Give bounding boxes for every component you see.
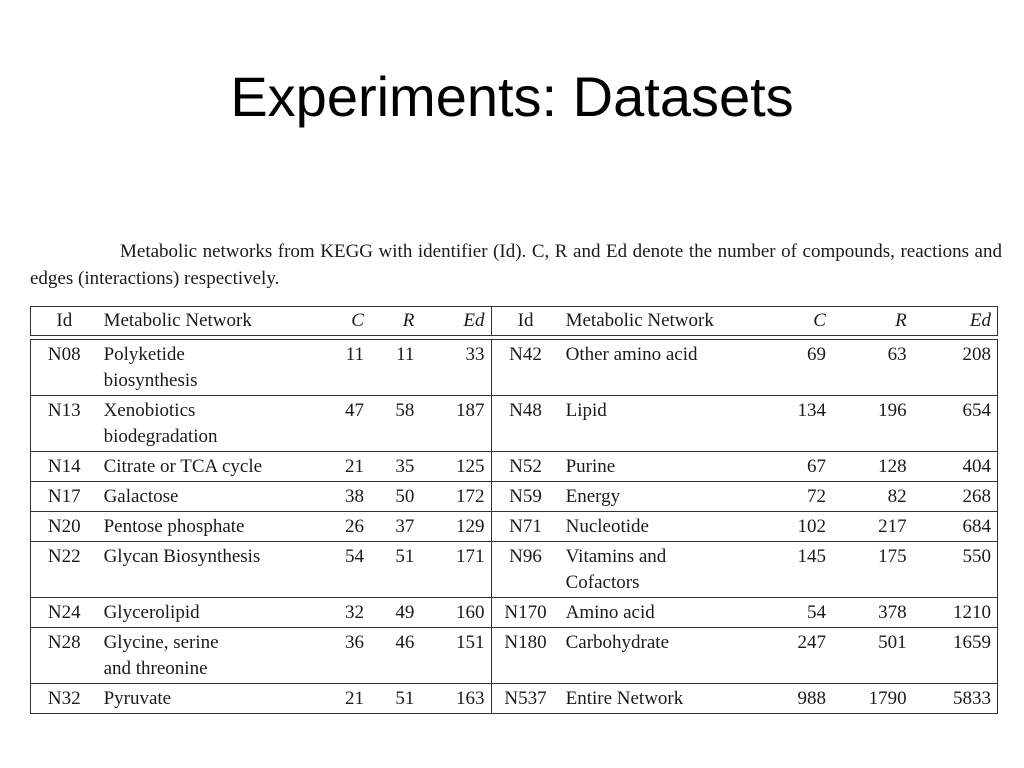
cell-network-2 — [560, 542, 762, 598]
cell-r-2: 378 — [832, 598, 913, 628]
cell-r-2: 196 — [832, 396, 913, 452]
cell-c-2: 134 — [761, 396, 832, 452]
cell-c-2: 145 — [761, 542, 832, 598]
network-name-line: Citrate or TCA cycle — [103, 456, 263, 477]
network-name-line: Cofactors — [565, 572, 640, 593]
cell-ed: 33 — [420, 340, 491, 396]
header-network: Metabolic Network — [98, 307, 326, 336]
cell-r-2: 128 — [832, 452, 913, 482]
cell-id-2: N71 — [491, 512, 560, 542]
header-r: R — [370, 307, 420, 336]
network-name-line: Vitamins and — [565, 546, 667, 567]
cell-r: 51 — [370, 684, 420, 714]
cell-r: 11 — [370, 340, 420, 396]
cell-ed: 163 — [420, 684, 491, 714]
network-name-line: Entire Network — [565, 688, 684, 709]
cell-r: 37 — [370, 512, 420, 542]
network-name-line: Polyketide — [103, 344, 185, 365]
table-row — [31, 512, 998, 542]
network-name-line: biodegradation — [103, 426, 218, 447]
cell-network — [98, 598, 326, 628]
cell-network — [98, 512, 326, 542]
cell-ed-2: 684 — [913, 512, 998, 542]
network-name-line: Galactose — [103, 486, 179, 507]
cell-r: 46 — [370, 628, 420, 684]
header-network-2: Metabolic Network — [560, 307, 762, 336]
cell-id-2: N48 — [491, 396, 560, 452]
cell-c: 32 — [326, 598, 370, 628]
network-name-line: Glycine, serine — [103, 632, 219, 653]
cell-r: 35 — [370, 452, 420, 482]
cell-network-2 — [560, 598, 762, 628]
cell-id-2: N59 — [491, 482, 560, 512]
table-row — [31, 542, 998, 598]
table-caption: Metabolic networks from KEGG with identifier (Id). C, R and Ed denote the number of compounds, reactions and edges (interactions) respectively. — [30, 241, 1002, 289]
cell-ed-2: 1210 — [913, 598, 998, 628]
cell-id-2: N170 — [491, 598, 560, 628]
cell-r: 51 — [370, 542, 420, 598]
cell-r-2: 63 — [832, 340, 913, 396]
cell-ed-2: 1659 — [913, 628, 998, 684]
cell-network — [98, 628, 326, 684]
cell-id: N13 — [31, 396, 98, 452]
table-row — [31, 482, 998, 512]
cell-r-2: 217 — [832, 512, 913, 542]
cell-c-2: 67 — [761, 452, 832, 482]
cell-c: 47 — [326, 396, 370, 452]
cell-network-2 — [560, 452, 762, 482]
cell-id: N22 — [31, 542, 98, 598]
cell-ed: 125 — [420, 452, 491, 482]
cell-r: 49 — [370, 598, 420, 628]
cell-ed: 171 — [420, 542, 491, 598]
network-name-line: Glycan Biosynthesis — [103, 546, 261, 567]
cell-id: N17 — [31, 482, 98, 512]
table-body — [31, 340, 998, 714]
cell-ed: 160 — [420, 598, 491, 628]
header-id: Id — [31, 307, 98, 336]
network-name-line: Other amino acid — [565, 344, 698, 365]
network-name-line: Pyruvate — [103, 688, 172, 709]
network-name-line: Lipid — [565, 400, 607, 421]
cell-ed-2: 404 — [913, 452, 998, 482]
cell-network — [98, 482, 326, 512]
cell-id-2: N180 — [491, 628, 560, 684]
cell-r-2: 175 — [832, 542, 913, 598]
network-name-line: biosynthesis — [103, 370, 198, 391]
cell-c: 36 — [326, 628, 370, 684]
header-c: C — [326, 307, 370, 336]
cell-id: N28 — [31, 628, 98, 684]
network-name-line: Xenobiotics — [103, 400, 196, 421]
network-name-line: Purine — [565, 456, 616, 477]
cell-network-2 — [560, 512, 762, 542]
cell-ed: 187 — [420, 396, 491, 452]
cell-network-2 — [560, 684, 762, 714]
cell-r-2: 501 — [832, 628, 913, 684]
cell-ed: 172 — [420, 482, 491, 512]
cell-c: 11 — [326, 340, 370, 396]
cell-id: N24 — [31, 598, 98, 628]
network-name-line: Pentose phosphate — [103, 516, 245, 537]
header-ed: Ed — [420, 307, 491, 336]
table-row — [31, 452, 998, 482]
cell-id: N20 — [31, 512, 98, 542]
cell-r: 58 — [370, 396, 420, 452]
cell-network-2 — [560, 340, 762, 396]
cell-ed: 129 — [420, 512, 491, 542]
cell-network — [98, 396, 326, 452]
cell-c-2: 54 — [761, 598, 832, 628]
cell-ed-2: 550 — [913, 542, 998, 598]
table-row — [31, 340, 998, 396]
cell-r-2: 82 — [832, 482, 913, 512]
cell-id-2: N96 — [491, 542, 560, 598]
table-row — [31, 396, 998, 452]
cell-c-2: 247 — [761, 628, 832, 684]
cell-id: N14 — [31, 452, 98, 482]
cell-id: N32 — [31, 684, 98, 714]
cell-network — [98, 542, 326, 598]
cell-c: 54 — [326, 542, 370, 598]
cell-c-2: 102 — [761, 512, 832, 542]
table-row — [31, 684, 998, 714]
network-name-line: Carbohydrate — [565, 632, 669, 653]
cell-c: 21 — [326, 452, 370, 482]
cell-r: 50 — [370, 482, 420, 512]
cell-network — [98, 340, 326, 396]
cell-ed-2: 5833 — [913, 684, 998, 714]
cell-c-2: 988 — [761, 684, 832, 714]
header-r-2: R — [832, 307, 913, 336]
network-name-line: Glycerolipid — [103, 602, 200, 623]
header-c-2: C — [761, 307, 832, 336]
cell-id: N08 — [31, 340, 98, 396]
network-name-line: Energy — [565, 486, 621, 507]
cell-id-2: N52 — [491, 452, 560, 482]
header-row — [31, 307, 998, 336]
table-header — [31, 307, 998, 340]
network-name-line: Nucleotide — [565, 516, 649, 537]
cell-network — [98, 452, 326, 482]
header-ed-2: Ed — [913, 307, 998, 336]
cell-network-2 — [560, 396, 762, 452]
cell-id-2: N42 — [491, 340, 560, 396]
cell-network-2 — [560, 482, 762, 512]
network-name-line: Amino acid — [565, 602, 655, 623]
datasets-table — [30, 306, 998, 714]
cell-id-2: N537 — [491, 684, 560, 714]
network-name-line: and threonine — [103, 658, 208, 679]
table-row — [31, 598, 998, 628]
cell-r-2: 1790 — [832, 684, 913, 714]
cell-c: 38 — [326, 482, 370, 512]
header-id-2: Id — [491, 307, 560, 336]
slide-title: Experiments: Datasets — [230, 65, 794, 128]
cell-ed-2: 208 — [913, 340, 998, 396]
cell-ed-2: 654 — [913, 396, 998, 452]
cell-c-2: 69 — [761, 340, 832, 396]
cell-c-2: 72 — [761, 482, 832, 512]
cell-network — [98, 684, 326, 714]
cell-c: 21 — [326, 684, 370, 714]
cell-network-2 — [560, 628, 762, 684]
cell-ed-2: 268 — [913, 482, 998, 512]
cell-ed: 151 — [420, 628, 491, 684]
cell-c: 26 — [326, 512, 370, 542]
table-row — [31, 628, 998, 684]
